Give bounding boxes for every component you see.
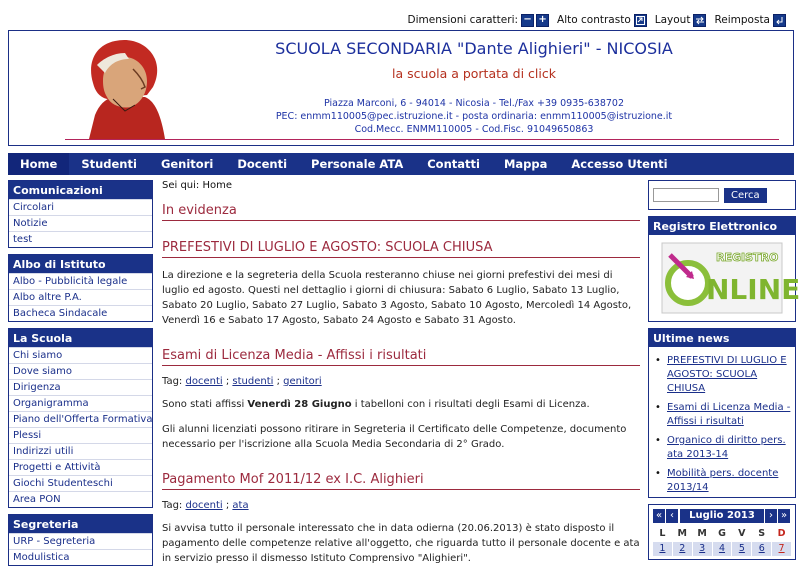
layout-button[interactable] (693, 14, 706, 27)
menu-item-giochi[interactable]: Giochi Studenteschi (9, 475, 152, 491)
news-link[interactable]: PREFESTIVI DI LUGLIO E AGOSTO: SCUOLA CHIUSA (667, 355, 787, 394)
menu-item-circolari[interactable]: Circolari (9, 199, 152, 215)
registro-online-banner[interactable] (649, 235, 800, 321)
news-heading: Ultime news (649, 329, 795, 347)
menu-item-dirigenza[interactable]: Dirigenza (9, 379, 152, 395)
news-item (655, 434, 791, 462)
breadcrumb: Sei qui: Home (162, 180, 232, 191)
tags-label: Tag: (162, 376, 183, 387)
article-title[interactable]: Esami di Licenza Media - Affissi i risultati (162, 348, 640, 366)
tag-link-studenti[interactable]: studenti (232, 376, 274, 387)
main-nav (8, 153, 794, 175)
menu-item-albo-pubblicita[interactable]: Albo - Pubblicità legale (9, 273, 152, 289)
article-body: La direzione e la segreteria della Scuola resteranno chiuse nei giorni prefestivi dei mesi di luglio ed agosto. Questi nel dettaglio i giorni di chiusura: Sabato 6 Luglio, Sabato 13 Luglio, Sabato 20 Luglio, Sabato 27 Luglio, Sabato 3 Agosto, Sabato 10 Agosto, Mercoledì 14 Agosto, Venerdì 16 e Sabato 17 Agosto, Sabato 24 Agosto e Sabato 31 Agosto. (162, 270, 632, 326)
contrast-icon (636, 16, 645, 25)
nav-genitori[interactable]: Genitori (160, 157, 214, 171)
nav-docenti[interactable]: Docenti (237, 157, 288, 171)
text-size-label: Dimensioni caratteri: (407, 14, 519, 26)
layout-icon (695, 16, 705, 25)
school-title: SCUOLA SECONDARIA "Dante Alighieri" - NICOSIA (275, 39, 673, 58)
bullet-icon: • (655, 468, 661, 479)
calendar-day[interactable]: 4 (713, 542, 732, 556)
article-title[interactable]: Pagamento Mof 2011/12 ex I.C. Alighieri (162, 472, 640, 490)
tag-link-genitori[interactable]: genitori (283, 376, 322, 387)
menu-item-dove-siamo[interactable]: Dove siamo (9, 363, 152, 379)
prev-month-button[interactable]: ‹ (666, 509, 678, 523)
menu-item-chi-siamo[interactable]: Chi siamo (9, 347, 152, 363)
dante-portrait-logo (69, 35, 169, 139)
right-sidebar (648, 180, 800, 560)
weekday-label: M (697, 528, 707, 539)
nav-studenti[interactable]: Studenti (81, 157, 137, 171)
body-bold-date: Venerdì 28 Giugno (247, 399, 352, 410)
menu-item-urp[interactable]: URP - Segreteria (9, 533, 152, 549)
weekday-label: M (677, 528, 687, 539)
menu-item-organigramma[interactable]: Organigramma (9, 395, 152, 411)
news-list (649, 347, 795, 497)
menu-comunicazioni (8, 180, 153, 248)
nav-mappa[interactable]: Mappa (503, 157, 548, 171)
calendar-day[interactable]: 7 (772, 542, 791, 556)
bullet-icon: • (655, 435, 661, 446)
article-body: Gli alunni licenziati possono ritirare in Segreteria il Certificato delle Competenze, documento necessario per l'iscrizione alla Scuola Media Secondaria di 2° Grado. (162, 424, 627, 450)
nav-contatti[interactable]: Contatti (427, 157, 480, 171)
header-divider (65, 139, 779, 140)
calendar-header (653, 508, 791, 524)
decrease-text-button[interactable]: − (521, 14, 534, 27)
menu-heading: Albo di Istituto (9, 255, 152, 273)
registro-box (648, 216, 800, 322)
nav-personale-ata[interactable]: Personale ATA (311, 157, 404, 171)
news-link[interactable]: Esami di Licenza Media - Affissi i risultati (667, 402, 791, 427)
calendar-day[interactable]: 6 (752, 542, 771, 556)
news-link[interactable]: Mobilità pers. docente 2013/14 (667, 468, 779, 493)
high-contrast-button[interactable] (634, 14, 647, 27)
prev-year-button[interactable]: « (653, 509, 665, 523)
weekday-label: S (758, 528, 766, 539)
menu-item-area-pon[interactable]: Area PON (9, 491, 152, 507)
registro-heading: Registro Elettronico (649, 217, 795, 235)
article-title[interactable]: PREFESTIVI DI LUGLIO E AGOSTO: SCUOLA CHIUSA (162, 240, 640, 258)
menu-segreteria (8, 514, 153, 566)
bullet-icon: • (655, 355, 661, 366)
calendar-day[interactable]: 3 (693, 542, 712, 556)
body-text: i tabelloni con i risultati degli Esami di Licenza. (351, 399, 590, 410)
address-line: Piazza Marconi, 6 - 94014 - Nicosia - Tel./Fax +39 0935-638702 (324, 98, 624, 109)
registro-logo-top: REGISTRO (716, 251, 779, 264)
weekday-label: G (718, 528, 726, 539)
menu-item-modulistica[interactable]: Modulistica (9, 549, 152, 565)
site-header (8, 30, 794, 146)
weekday-label: V (738, 528, 746, 539)
menu-item-notizie[interactable]: Notizie (9, 215, 152, 231)
menu-heading: La Scuola (9, 329, 152, 347)
body-text: Sono stati affissi (162, 399, 248, 410)
menu-heading: Comunicazioni (9, 181, 152, 199)
news-item (655, 354, 791, 396)
news-item (655, 467, 791, 495)
calendar-widget (648, 504, 796, 560)
school-contacts (169, 97, 779, 136)
layout-label: Layout (654, 14, 691, 26)
calendar-day[interactable]: 1 (653, 542, 672, 556)
tag-link-docenti[interactable]: docenti (185, 376, 223, 387)
main-content (162, 180, 640, 566)
menu-item-test[interactable]: test (9, 231, 152, 247)
tags-label: Tag: (162, 500, 183, 511)
nav-home[interactable]: Home (8, 153, 69, 175)
calendar-day[interactable]: 5 (732, 542, 751, 556)
left-sidebar (8, 180, 153, 572)
menu-item-plessi[interactable]: Plessi (9, 427, 152, 443)
menu-item-progetti[interactable]: Progetti e Attività (9, 459, 152, 475)
registro-logo-main: NLINE (706, 273, 800, 306)
weekday-label: L (659, 528, 666, 539)
news-box (648, 328, 796, 498)
news-link[interactable]: Organico di diritto pers. ata 2013-14 (667, 435, 786, 460)
article-tags: Tag: docenti ; studenti ; genitori (162, 376, 322, 387)
menu-la-scuola (8, 328, 153, 508)
email-line: PEC: enmm110005@pec.istruzione.it - posta ordinaria: enmm110005@istruzione.it (275, 111, 673, 122)
next-year-button[interactable]: » (778, 509, 790, 523)
calendar-day[interactable]: 2 (673, 542, 692, 556)
nav-accesso-utenti[interactable]: Accesso Utenti (571, 157, 668, 171)
article-body: Si avvisa tutto il personale interessato che in data odierna (20.06.2013) è stato disposto il pagamento delle competenze relative all'oggetto, che riguarda tutto il personale docente e ata in servizio presso il dismesso Istituto Comprensivo "Alighieri". (162, 523, 640, 564)
search-box (648, 180, 796, 210)
menu-item-pof[interactable]: Piano dell'Offerta Formativa (9, 411, 152, 427)
reset-icon (775, 16, 784, 25)
article-tags: Tag: docenti ; ata (162, 500, 249, 511)
registro-online-logo (662, 243, 800, 313)
reset-label: Reimposta (714, 14, 770, 26)
menu-item-albo-altre[interactable]: Albo altre P.A. (9, 289, 152, 305)
weekday-label: D (777, 528, 786, 539)
search-button[interactable]: Cerca (724, 188, 767, 203)
tag-link-docenti[interactable]: docenti (185, 500, 223, 511)
menu-heading: Segreteria (9, 515, 152, 533)
tag-link-ata[interactable]: ata (232, 500, 249, 511)
school-subtitle: la scuola a portata di click (392, 66, 556, 81)
high-contrast-label: Alto contrasto (557, 14, 631, 26)
calendar-grid (653, 527, 791, 556)
accessibility-toolbar (408, 12, 788, 28)
menu-item-indirizzi[interactable]: Indirizzi utili (9, 443, 152, 459)
section-title: In evidenza (162, 203, 640, 221)
bullet-icon: • (655, 402, 661, 413)
reset-button[interactable] (773, 14, 786, 27)
menu-albo (8, 254, 153, 322)
news-item (655, 401, 791, 429)
calendar-month: Luglio 2013 (680, 509, 764, 523)
codes-line: Cod.Mecc. ENMM110005 - Cod.Fisc. 91049650863 (354, 124, 594, 135)
menu-item-bacheca[interactable]: Bacheca Sindacale (9, 305, 152, 321)
increase-text-button[interactable]: + (536, 14, 549, 27)
article-body (162, 397, 640, 412)
search-input[interactable] (653, 188, 719, 202)
next-month-button[interactable]: › (765, 509, 777, 523)
